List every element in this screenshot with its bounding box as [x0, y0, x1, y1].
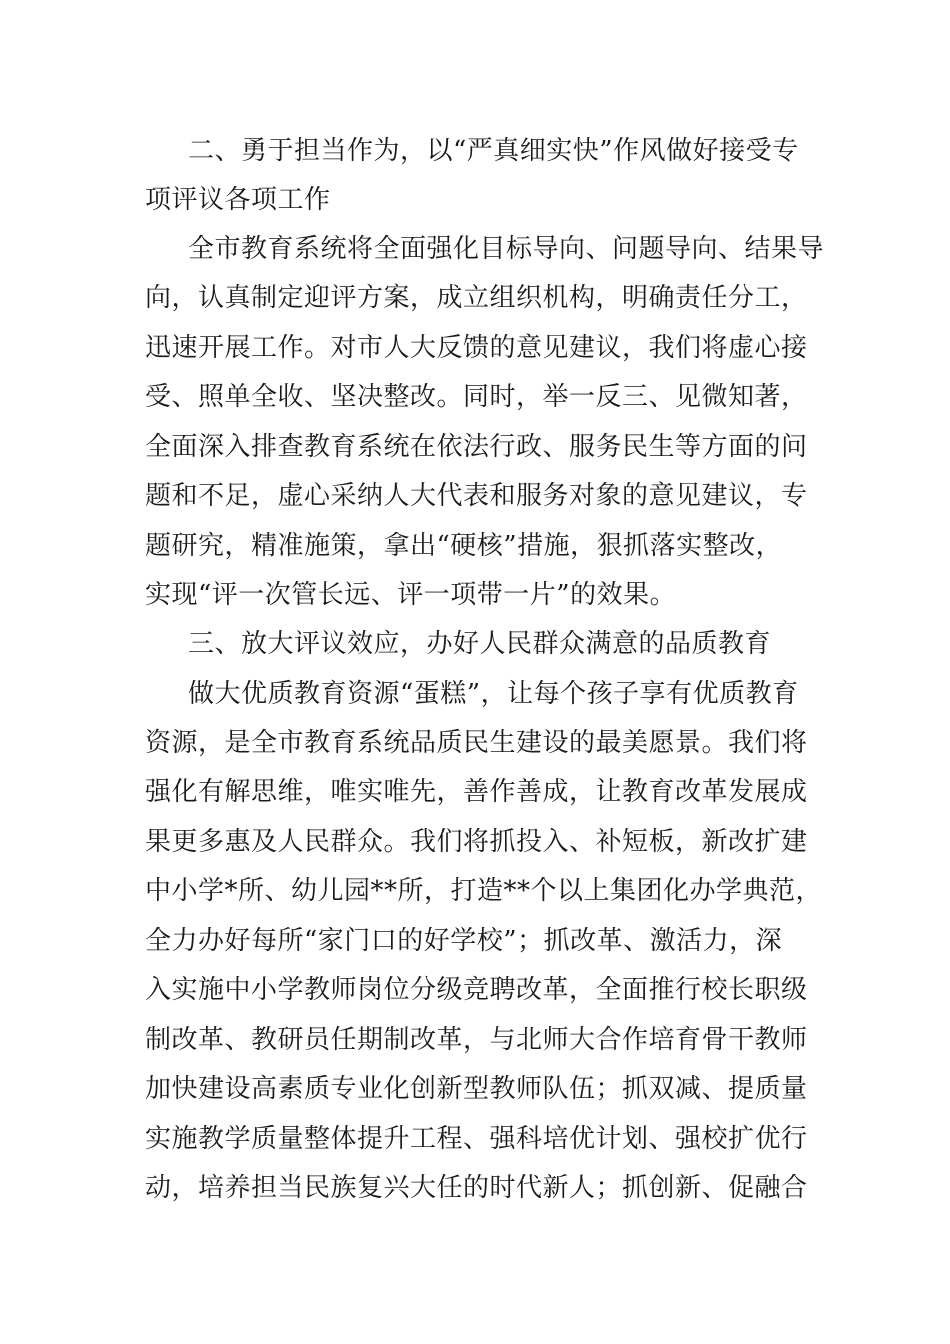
section-heading-3: 三、放大评议效应，办好人民群众满意的品质教育	[188, 629, 772, 659]
section-heading-2-line-1: 二、勇于担当作为，以“严真细实快”作风做好接受专	[188, 136, 799, 166]
paragraph-2-line-2: 资源，是全市教育系统品质民生建设的最美愿景。我们将	[145, 728, 808, 758]
paragraph-1-line-3: 迅速开展工作。对市人大反馈的意见建议，我们将虚心接	[145, 333, 808, 363]
paragraph-2-line-6: 全力办好每所“家门口的好学校”；抓改革、激活力，深	[145, 926, 783, 956]
paragraph-2-line-11: 动，培养担当民族复兴大任的时代新人；抓创新、促融合	[145, 1173, 808, 1203]
paragraph-1-line-4: 受、照单全收、坚决整改。同时，举一反三、见微知著，	[145, 382, 808, 412]
paragraph-2-line-10: 实施教学质量整体提升工程、强科培优计划、强校扩优行	[145, 1124, 808, 1154]
paragraph-2-line-9: 加快建设高素质专业化创新型教师队伍；抓双减、提质量	[145, 1074, 808, 1104]
paragraph-2-line-8: 制改革、教研员任期制改革，与北师大合作培育骨干教师	[145, 1025, 808, 1055]
paragraph-2-line-7: 入实施中小学教师岗位分级竞聘改革，全面推行校长职级	[145, 975, 808, 1005]
paragraph-1-line-1: 全市教育系统将全面强化目标导向、问题导向、结果导	[188, 234, 825, 264]
paragraph-1-line-2: 向，认真制定迎评方案，成立组织机构，明确责任分工，	[145, 283, 808, 313]
paragraph-2-line-1: 做大优质教育资源“蛋糕”，让每个孩子享有优质教育	[188, 679, 799, 709]
paragraph-1-line-8: 实现“评一次管长远、评一项带一片”的效果。	[145, 580, 677, 610]
paragraph-2-line-4: 果更多惠及人民群众。我们将抓投入、补短板，新改扩建	[145, 827, 808, 857]
paragraph-1-line-6: 题和不足，虚心采纳人大代表和服务对象的意见建议，专	[145, 481, 808, 511]
paragraph-1-line-7: 题研究，精准施策，拿出“硬核”措施，狠抓落实整改，	[145, 531, 783, 561]
section-heading-2-line-2: 项评议各项工作	[145, 185, 331, 215]
paragraph-1-line-5: 全面深入排查教育系统在依法行政、服务民生等方面的问	[145, 432, 808, 462]
paragraph-2-line-3: 强化有解思维，唯实唯先，善作善成，让教育改革发展成	[145, 777, 808, 807]
paragraph-2-line-5: 中小学*所、幼儿园**所，打造**个以上集团化办学典范，	[145, 876, 823, 906]
